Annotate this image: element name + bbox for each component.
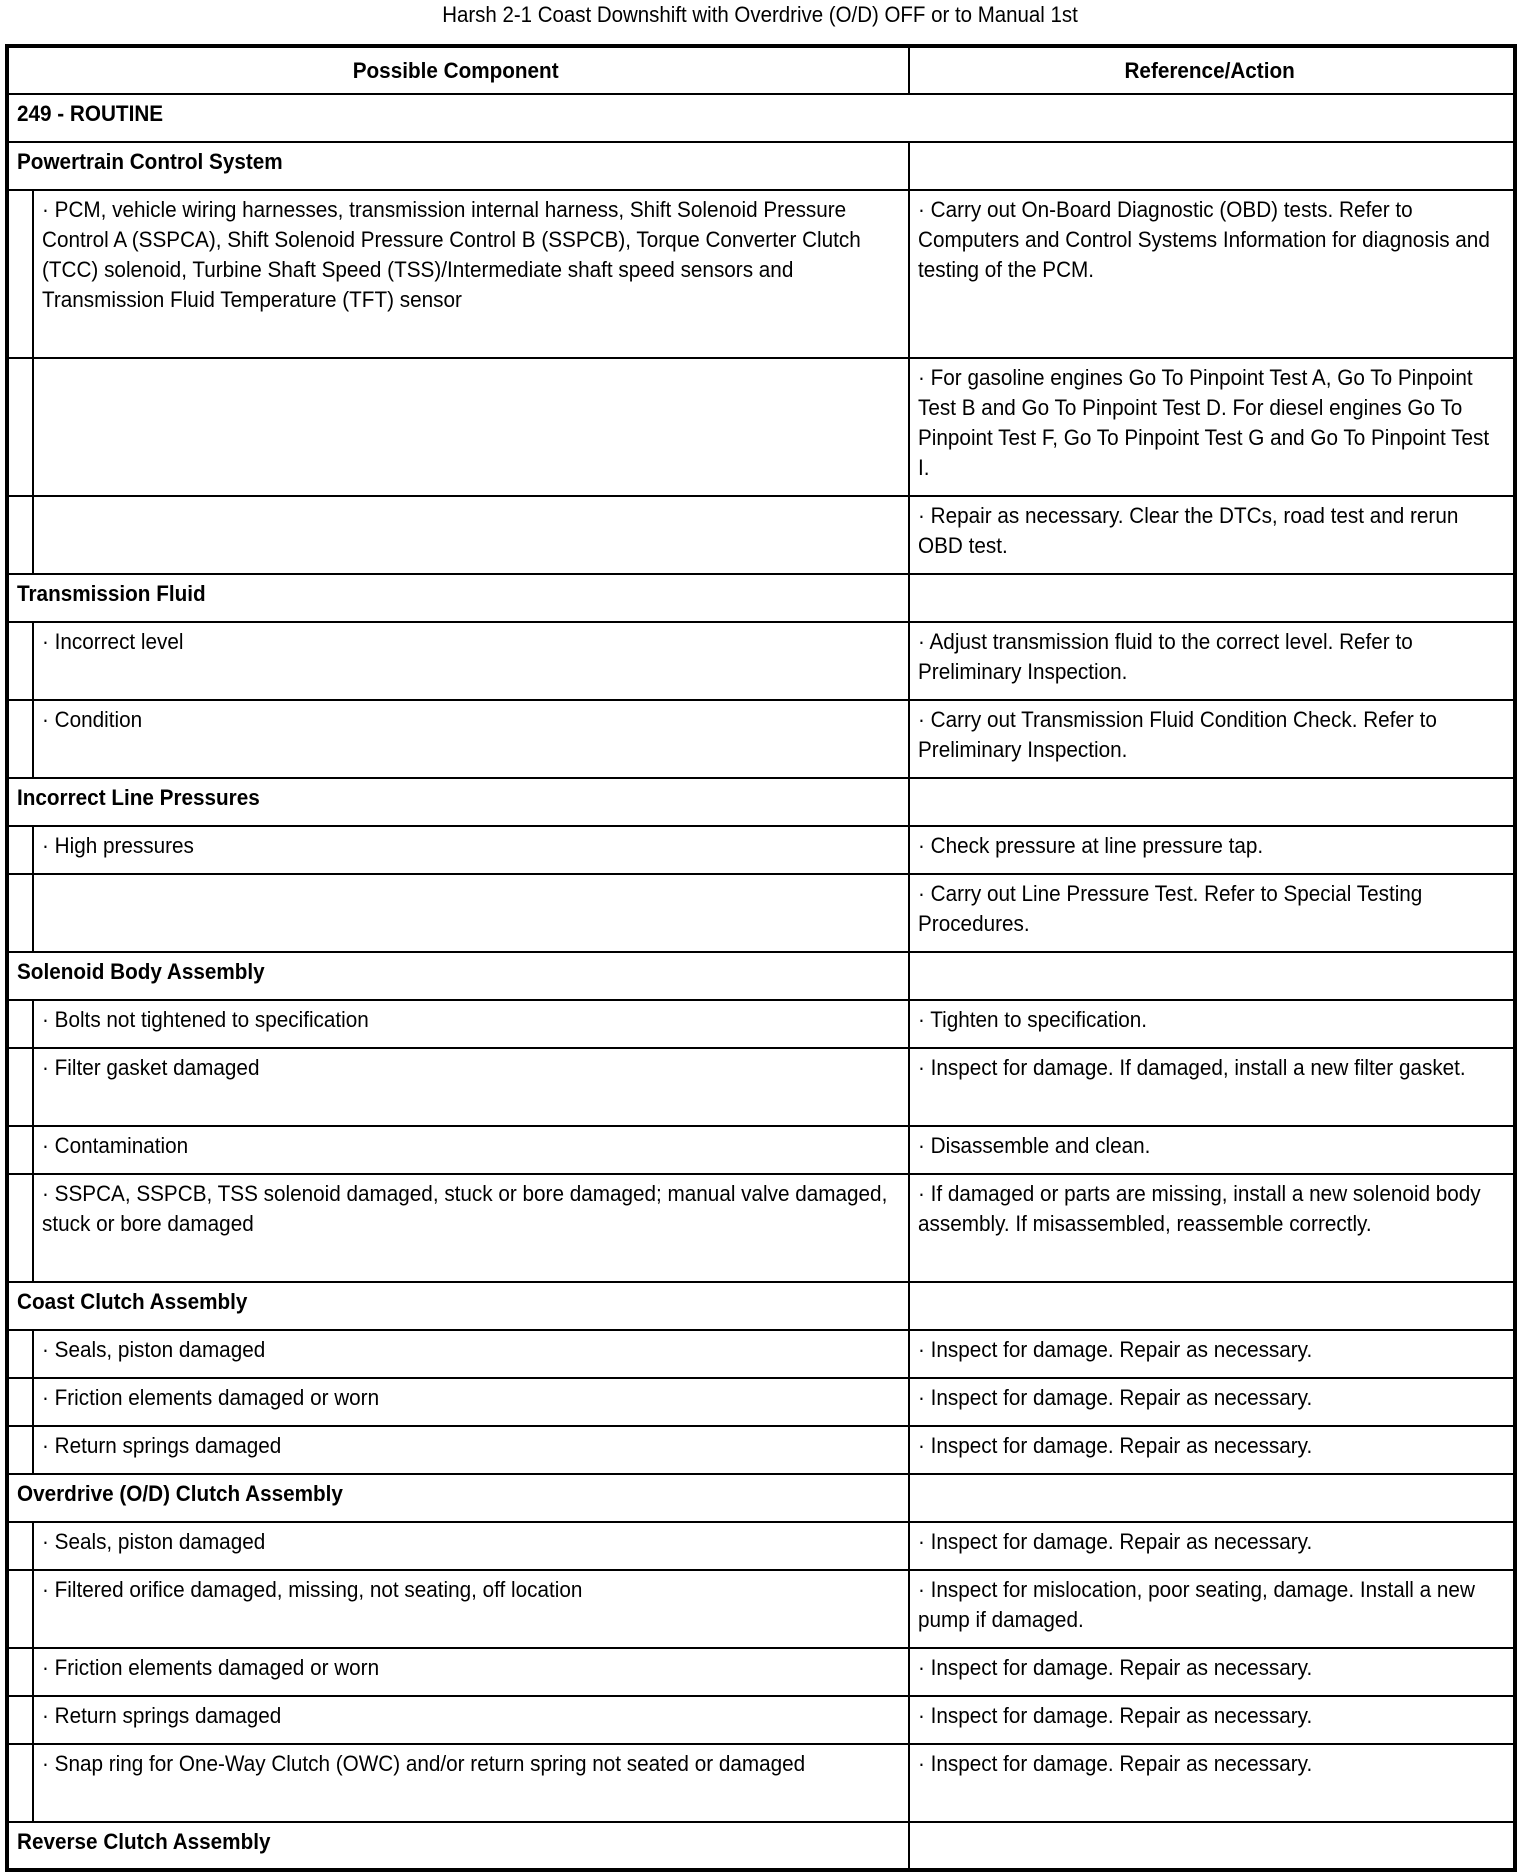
- routine-row: [7, 94, 1515, 142]
- table-row: [7, 190, 1515, 358]
- table-row: [7, 1744, 1515, 1822]
- routine-label: 249 - ROUTINE: [7, 94, 1515, 142]
- component-cell: · Return springs damaged: [33, 1426, 909, 1474]
- indent-cell: [7, 1174, 33, 1282]
- header-possible-component: Possible Component: [7, 46, 909, 94]
- action-cell: · Carry out Line Pressure Test. Refer to Special Testing Procedures.: [909, 874, 1515, 952]
- indent-cell: [7, 1426, 33, 1474]
- component-cell: · Return springs damaged: [33, 1696, 909, 1744]
- action-cell: · Inspect for damage. Repair as necessary.: [909, 1330, 1515, 1378]
- group-row-overdrive-o-d-clutch-assembly: [7, 1474, 1515, 1522]
- action-cell: · Check pressure at line pressure tap.: [909, 826, 1515, 874]
- group-row-reverse-clutch-assembly: [7, 1822, 1515, 1870]
- indent-cell: [7, 1522, 33, 1570]
- component-cell: · High pressures: [33, 826, 909, 874]
- component-cell: [33, 358, 909, 496]
- table-row: [7, 358, 1515, 496]
- component-cell: · Condition: [33, 700, 909, 778]
- action-cell: · Inspect for damage. Repair as necessary.: [909, 1648, 1515, 1696]
- component-cell: · Seals, piston damaged: [33, 1330, 909, 1378]
- component-cell: · Incorrect level: [33, 622, 909, 700]
- group-name: Reverse Clutch Assembly: [7, 1822, 909, 1870]
- indent-cell: [7, 1048, 33, 1126]
- indent-cell: [7, 496, 33, 574]
- component-cell: · Contamination: [33, 1126, 909, 1174]
- action-cell: · Inspect for damage. Repair as necessary.: [909, 1378, 1515, 1426]
- indent-cell: [7, 1570, 33, 1648]
- indent-cell: [7, 700, 33, 778]
- indent-cell: [7, 1330, 33, 1378]
- group-row-solenoid-body-assembly: [7, 952, 1515, 1000]
- group-action-empty: [909, 142, 1515, 190]
- group-action-empty: [909, 778, 1515, 826]
- indent-cell: [7, 1378, 33, 1426]
- indent-cell: [7, 1744, 33, 1822]
- action-cell: · Inspect for damage. If damaged, install a new filter gasket.: [909, 1048, 1515, 1126]
- action-cell: · Carry out Transmission Fluid Condition Check. Refer to Preliminary Inspection.: [909, 700, 1515, 778]
- indent-cell: [7, 1126, 33, 1174]
- action-cell: · Tighten to specification.: [909, 1000, 1515, 1048]
- table-row: [7, 1648, 1515, 1696]
- table-row: [7, 700, 1515, 778]
- table-row: [7, 622, 1515, 700]
- component-cell: [33, 496, 909, 574]
- component-cell: · Bolts not tightened to specification: [33, 1000, 909, 1048]
- action-cell: · Inspect for mislocation, poor seating, damage. Install a new pump if damaged.: [909, 1570, 1515, 1648]
- table-row: [7, 1522, 1515, 1570]
- indent-cell: [7, 622, 33, 700]
- component-cell: · Filter gasket damaged: [33, 1048, 909, 1126]
- component-cell: · SSPCA, SSPCB, TSS solenoid damaged, stuck or bore damaged; manual valve damaged, stuck or bore damaged: [33, 1174, 909, 1282]
- component-cell: · PCM, vehicle wiring harnesses, transmission internal harness, Shift Solenoid Pressure Control A (SSPCA), Shift Solenoid Pressure Control B (SSPCB), Torque Converter Clutch (TCC) solenoid, Turbine Shaft Speed (TSS)/Intermediate shaft speed sensors and Transmission Fluid Temperature (TFT) sensor: [33, 190, 909, 358]
- indent-cell: [7, 1648, 33, 1696]
- component-cell: · Snap ring for One-Way Clutch (OWC) and/or return spring not seated or damaged: [33, 1744, 909, 1822]
- table-row: [7, 1330, 1515, 1378]
- group-action-empty: [909, 1282, 1515, 1330]
- table-row: [7, 1174, 1515, 1282]
- table-row: [7, 496, 1515, 574]
- group-row-incorrect-line-pressures: [7, 778, 1515, 826]
- group-action-empty: [909, 1474, 1515, 1522]
- table-row: [7, 1426, 1515, 1474]
- indent-cell: [7, 1696, 33, 1744]
- group-name: Powertrain Control System: [7, 142, 909, 190]
- table-row: [7, 1000, 1515, 1048]
- group-row-powertrain-control-system: [7, 142, 1515, 190]
- action-cell: · Adjust transmission fluid to the correct level. Refer to Preliminary Inspection.: [909, 622, 1515, 700]
- action-cell: · Inspect for damage. Repair as necessary.: [909, 1426, 1515, 1474]
- indent-cell: [7, 874, 33, 952]
- action-cell: · Carry out On-Board Diagnostic (OBD) tests. Refer to Computers and Control Systems Information for diagnosis and testing of the PCM.: [909, 190, 1515, 358]
- action-cell: · If damaged or parts are missing, install a new solenoid body assembly. If misassembled, reassemble correctly.: [909, 1174, 1515, 1282]
- table-row: [7, 1570, 1515, 1648]
- table-row: [7, 874, 1515, 952]
- group-name: Coast Clutch Assembly: [7, 1282, 909, 1330]
- group-name: Overdrive (O/D) Clutch Assembly: [7, 1474, 909, 1522]
- action-cell: · Inspect for damage. Repair as necessary.: [909, 1744, 1515, 1822]
- component-cell: · Friction elements damaged or worn: [33, 1378, 909, 1426]
- group-action-empty: [909, 1822, 1515, 1870]
- component-cell: · Seals, piston damaged: [33, 1522, 909, 1570]
- table-row: [7, 1048, 1515, 1126]
- document-title: Harsh 2-1 Coast Downshift with Overdrive (O/D) OFF or to Manual 1st: [442, 2, 1078, 27]
- table-row: [7, 1378, 1515, 1426]
- component-cell: · Friction elements damaged or worn: [33, 1648, 909, 1696]
- table-row: [7, 826, 1515, 874]
- table-row: [7, 1696, 1515, 1744]
- action-cell: · Disassemble and clean.: [909, 1126, 1515, 1174]
- action-cell: · Inspect for damage. Repair as necessary.: [909, 1696, 1515, 1744]
- group-row-coast-clutch-assembly: [7, 1282, 1515, 1330]
- table-row: [7, 1126, 1515, 1174]
- group-row-transmission-fluid: [7, 574, 1515, 622]
- group-name: Solenoid Body Assembly: [7, 952, 909, 1000]
- component-cell: · Filtered orifice damaged, missing, not seating, off location: [33, 1570, 909, 1648]
- header-reference-action: Reference/Action: [909, 46, 1515, 94]
- component-cell: [33, 874, 909, 952]
- group-action-empty: [909, 574, 1515, 622]
- table-header-row: [7, 46, 1515, 94]
- indent-cell: [7, 826, 33, 874]
- group-name: Incorrect Line Pressures: [7, 778, 909, 826]
- indent-cell: [7, 1000, 33, 1048]
- action-cell: · Repair as necessary. Clear the DTCs, road test and rerun OBD test.: [909, 496, 1515, 574]
- group-name: Transmission Fluid: [7, 574, 909, 622]
- group-action-empty: [909, 952, 1515, 1000]
- indent-cell: [7, 358, 33, 496]
- indent-cell: [7, 190, 33, 358]
- action-cell: · Inspect for damage. Repair as necessary.: [909, 1522, 1515, 1570]
- action-cell: · For gasoline engines Go To Pinpoint Test A, Go To Pinpoint Test B and Go To Pinpoint Test D. For diesel engines Go To Pinpoint Test F, Go To Pinpoint Test G and Go To Pinpoint Test I.: [909, 358, 1515, 496]
- diagnosis-table: [5, 44, 1517, 1872]
